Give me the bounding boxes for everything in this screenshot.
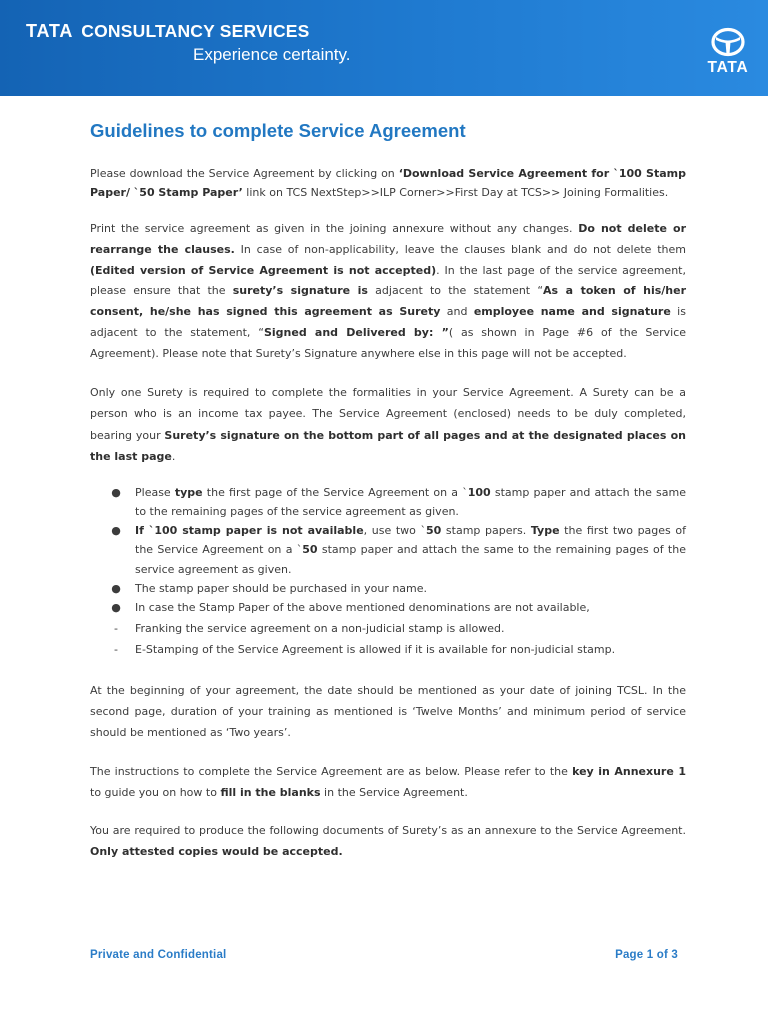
list-item-text — [135, 486, 686, 518]
list-item-text — [135, 582, 427, 595]
text-run: stamp paper and attach the same to the remaining pages of the service agreement as given. — [135, 543, 686, 576]
paragraph-instructions — [90, 761, 686, 803]
list-item-text — [135, 622, 505, 635]
list-item — [90, 598, 686, 617]
text-run: to guide you on how to — [90, 786, 221, 800]
footer-confidential: Private and Confidential — [90, 949, 227, 961]
list-item-text — [135, 524, 686, 576]
text-run: Only one Surety is required to complete the formalities in your Service Agreement. A Surety can be a person who is an income tax payee. The Service Agreement (enclosed) needs to be duly completed, bearing your — [90, 385, 686, 442]
text-run: The stamp paper should be purchased in your name. — [135, 582, 428, 596]
bold-text: type — [174, 485, 203, 499]
list-item — [90, 483, 686, 522]
bold-text: employee name and signature — [473, 305, 671, 319]
text-run: Please download the Service Agreement by clicking on — [90, 167, 399, 180]
text-run: In case of non-applicability, leave the clauses blank and do not delete them — [234, 242, 687, 256]
brand-company: CONSULTANCY SERVICES — [81, 21, 310, 41]
bullet-marker: ● — [111, 601, 121, 615]
tagline: Experience certainty. — [193, 45, 351, 64]
list-item — [90, 619, 686, 638]
bold-text: surety’s signature is — [232, 284, 368, 298]
text-run: the first two pages of the Service Agreement on a ` — [135, 524, 686, 557]
text-run: Please — [135, 485, 175, 499]
text-run: Print the service agreement as given in the joining annexure without any changes. — [90, 222, 579, 235]
bold-text: (Edited version of Service Agreement is not accepted) — [90, 263, 437, 277]
text-run: in the Service Agreement. — [320, 786, 468, 800]
list-item — [90, 640, 686, 659]
bold-text: Type — [530, 524, 560, 538]
bold-text: Surety’s signature on the bottom part of all pages and at the designated places on the last page — [90, 428, 686, 464]
footer-page-number: Page 1 of 3 — [615, 949, 678, 961]
bullet-marker: ● — [111, 485, 121, 499]
text-run: is adjacent to the statement, “ — [90, 305, 686, 339]
paragraph-documents — [90, 820, 686, 862]
text-run: The instructions to complete the Service Agreement are as below. Please refer to the — [90, 765, 573, 779]
text-run: You are required to produce the following documents of Surety’s as an annexure to the Service Agreement. — [90, 824, 686, 838]
bold-text: 50 — [302, 543, 318, 557]
bold-text: As a token of his/her consent, he/she has signed this agreement as Surety — [90, 284, 687, 319]
bold-text: ‘Download Service Agreement for `100 Stamp Paper/ `50 Stamp Paper’ — [90, 167, 686, 199]
text-run: Franking the service agreement on a non-judicial stamp is allowed. — [135, 622, 505, 636]
bold-text: Do not delete or rearrange the clauses. — [90, 222, 686, 256]
list-item-text — [135, 643, 615, 656]
bold-text: key in Annexure 1 — [572, 765, 686, 779]
document-title: Guidelines to complete Service Agreement — [90, 120, 466, 141]
paragraph-print — [90, 219, 686, 365]
dash-marker: - — [114, 622, 118, 636]
text-run: E-Stamping of the Service Agreement is allowed if it is available for non-judicial stamp. — [135, 642, 616, 656]
bullet-marker: ● — [111, 524, 121, 538]
text-run: At the beginning of your agreement, the date should be mentioned as your date of joining TCSL. In the second page, duration of your training as mentioned is ‘Twelve Months’ and minimum period of service should be mentioned as ‘Two years’. — [90, 684, 686, 740]
brand-name — [26, 21, 310, 42]
bold-text: Signed and Delivered by: ” — [263, 325, 449, 339]
text-run: link on TCS NextStep>>ILP Corner>>First Day at TCS>> Joining Formalities. — [242, 186, 669, 199]
text-run: ( as shown in Page #6 of the Service Agreement). Please note that Surety’s Signature anywhere else in this page will not be accepted. — [90, 325, 687, 360]
document-body — [90, 164, 686, 862]
paragraph-date — [90, 680, 686, 743]
text-run: adjacent to the statement “ — [367, 284, 544, 298]
paragraph-surety — [90, 382, 686, 468]
text-run: . — [171, 450, 176, 464]
bold-text: 100 — [467, 485, 491, 499]
list-item — [90, 579, 686, 598]
bold-text: fill in the blanks — [220, 786, 321, 800]
bullet-marker: ● — [111, 582, 121, 596]
text-run: the first page of the Service Agreement on a ` — [202, 485, 468, 499]
logo-wordmark: TATA — [707, 59, 749, 76]
list-item — [90, 521, 686, 579]
brand-prefix: TATA — [26, 21, 74, 41]
bold-text: If `100 stamp paper is not available — [135, 524, 364, 538]
dash-marker: - — [114, 642, 118, 656]
bold-text: Only attested copies would be accepted. — [90, 845, 343, 859]
header-banner — [0, 0, 768, 96]
text-run: and — [440, 305, 474, 319]
text-run: stamp papers. — [441, 524, 531, 538]
text-run: , use two ` — [363, 524, 426, 538]
text-run: . In the last page of the service agreement, please ensure that the — [90, 263, 686, 298]
paragraph-download — [90, 164, 686, 202]
list-item-text — [135, 601, 590, 614]
guideline-list — [90, 483, 686, 660]
text-run: In case the Stamp Paper of the above mentioned denominations are not available, — [135, 601, 590, 615]
text-run: stamp paper and attach the same to the remaining pages of the service agreement as given. — [135, 485, 686, 518]
bold-text: 50 — [426, 524, 442, 538]
